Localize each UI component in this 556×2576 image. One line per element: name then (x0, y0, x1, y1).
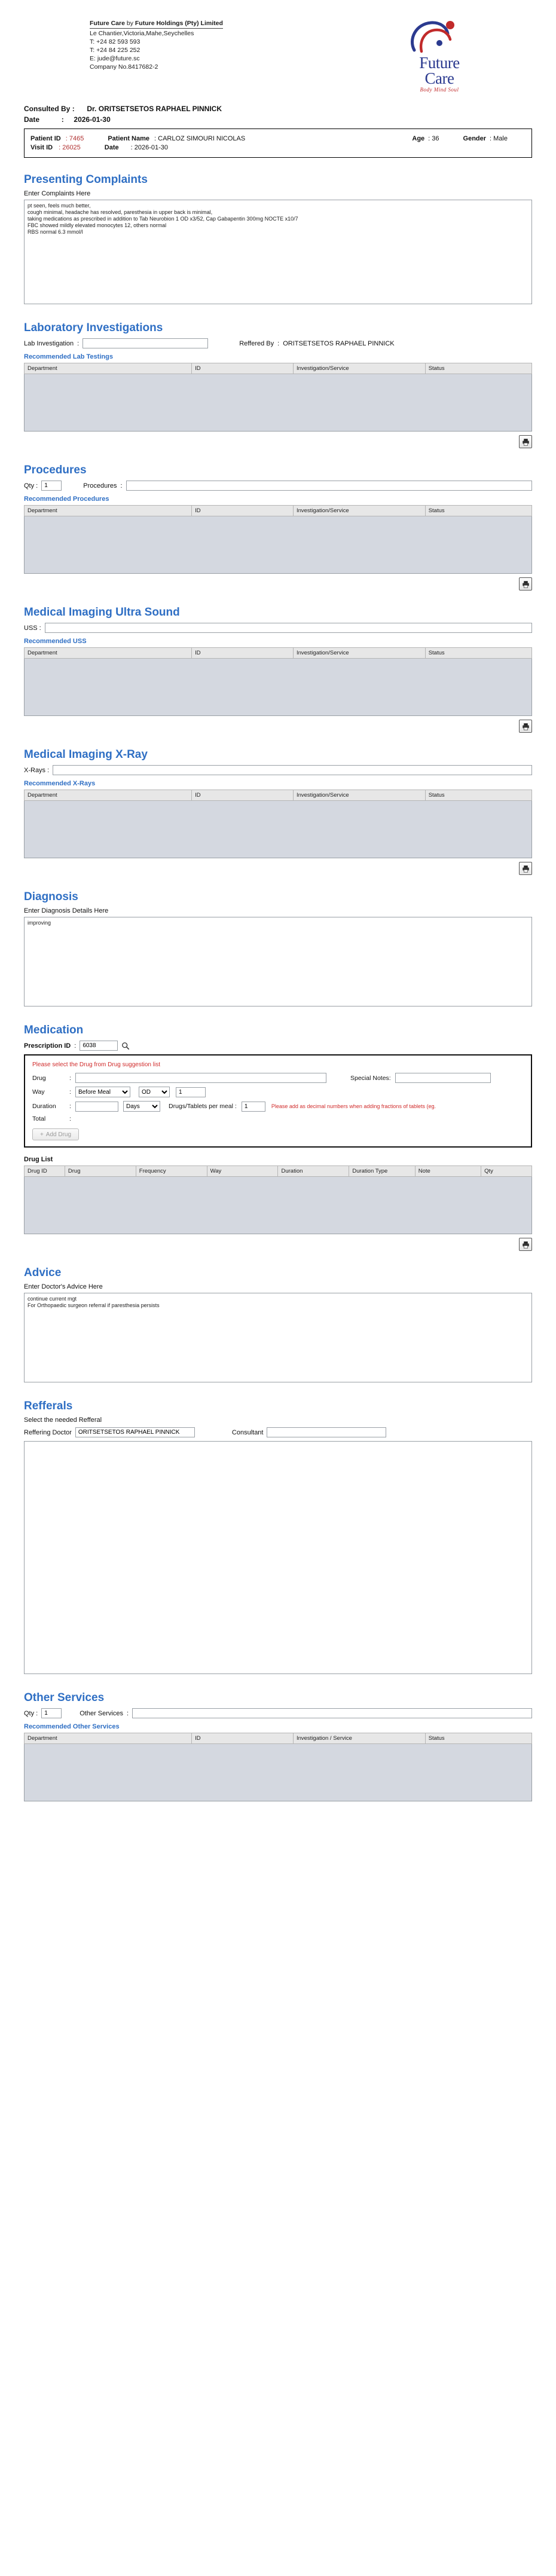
logo-word-care: Care (424, 69, 454, 87)
other-services-qty-input[interactable] (41, 1708, 62, 1718)
magnifier-icon[interactable] (121, 1042, 130, 1050)
consulted-by-label: Consulted By (24, 105, 71, 113)
patient-info-row-2 (30, 144, 526, 151)
print-icon[interactable] (519, 435, 532, 448)
patient-name-label: Patient Name (108, 135, 150, 142)
print-icon[interactable] (519, 577, 532, 591)
uss-input[interactable] (45, 623, 532, 633)
medication-duration-input[interactable] (75, 1102, 118, 1112)
lab-investigation-colon: : (77, 339, 80, 347)
lab-investigation-label: Lab Investigation (24, 339, 74, 347)
drug-col-frequency: Frequency (136, 1166, 207, 1177)
clinic-email: E: jude@future.sc (90, 55, 140, 62)
uss-col-id: ID (192, 648, 294, 659)
xray-table-header-row (25, 790, 532, 801)
patient-age-label: Age (412, 135, 425, 142)
plus-icon: + (39, 1131, 44, 1138)
recommended-lab-testings-link[interactable]: Recommended Lab Testings (24, 353, 113, 360)
xray-col-status: Status (425, 790, 531, 801)
other-services-qty-label: Qty : (24, 1709, 38, 1717)
lab-print-row (24, 435, 532, 448)
consulted-by-doctor: ORITSETSETOS RAPHAEL PINNICK (98, 105, 222, 113)
visit-date-line (24, 115, 532, 124)
logo-tagline: Body Mind Soul (420, 87, 459, 93)
consulted-by-prefix: Dr. (87, 105, 97, 113)
medication-total-label: Total (32, 1115, 46, 1122)
add-drug-button[interactable] (32, 1128, 79, 1140)
referring-doctor-input[interactable] (75, 1427, 195, 1437)
section-title-uss: Medical Imaging Ultra Sound (24, 606, 180, 619)
medication-duration-label: Duration (32, 1103, 56, 1110)
procedures-input[interactable] (126, 481, 532, 491)
other-col-id: ID (192, 1733, 294, 1744)
medication-frequency-qty-input[interactable] (176, 1087, 206, 1097)
drug-col-id: Drug ID (25, 1166, 65, 1177)
print-icon[interactable] (519, 720, 532, 733)
procedures-table-header-row (25, 506, 532, 516)
lab-referred-by-value: ORITSETSETOS RAPHAEL PINNICK (283, 339, 395, 347)
prescription-id-label: Prescription ID (24, 1042, 71, 1050)
advice-textarea[interactable] (24, 1293, 532, 1382)
medication-entry-panel (24, 1054, 532, 1148)
patient-gender-value: : Male (490, 135, 508, 142)
other-col-department: Department (25, 1733, 192, 1744)
clinic-tel2: T: +24 84 225 252 (90, 47, 140, 54)
complaints-sub-label: Enter Complaints Here (24, 190, 91, 197)
clinic-name-suffix: Future Holdings (Pty) Limited (135, 20, 223, 27)
medication-duration-colon: : (69, 1103, 71, 1110)
patient-date-value: : 2026-01-30 (130, 144, 169, 151)
drug-list-label: Drug List (24, 1156, 53, 1163)
xray-col-id: ID (192, 790, 294, 801)
add-drug-label: Add Drug (45, 1131, 72, 1138)
medication-per-meal-input[interactable] (242, 1102, 265, 1112)
recommended-procedures-link[interactable]: Recommended Procedures (24, 495, 109, 503)
medication-drug-row (32, 1073, 524, 1083)
consultant-input[interactable] (267, 1427, 386, 1437)
medication-way-select[interactable] (75, 1087, 130, 1097)
print-icon[interactable] (519, 1238, 532, 1251)
clinic-name-prefix: Future Care (90, 20, 125, 27)
section-title-procedures: Procedures (24, 464, 87, 476)
xray-col-department: Department (25, 790, 192, 801)
other-services-colon: : (126, 1709, 129, 1717)
patient-id-label: Patient ID (30, 135, 61, 142)
printer-icon (522, 865, 530, 873)
section-title-xray: Medical Imaging X-Ray (24, 748, 148, 761)
xray-input[interactable] (53, 765, 532, 775)
medication-drug-input[interactable] (75, 1073, 326, 1083)
clinic-tel1: T: +24 82 593 593 (90, 38, 140, 45)
procedures-table-body (24, 516, 532, 574)
visit-id-label: Visit ID (30, 144, 53, 151)
medication-warning-text: Please select the Drug from Drug suggestion list (32, 1061, 160, 1068)
visit-id-value: : 26025 (59, 144, 81, 151)
uss-col-status: Status (425, 648, 531, 659)
lab-col-department: Department (25, 363, 192, 374)
drug-list-table (24, 1165, 532, 1177)
medication-special-notes-colon: : (389, 1074, 391, 1082)
consultant-label: Consultant (231, 1428, 264, 1436)
other-services-table (24, 1733, 532, 1744)
drug-list-header-row (25, 1166, 532, 1177)
prescription-id-colon: : (74, 1042, 77, 1050)
drug-col-way: Way (207, 1166, 278, 1177)
drug-col-note: Note (415, 1166, 481, 1177)
medication-way-colon: : (69, 1088, 71, 1096)
drug-col-duration-type: Duration Type (349, 1166, 415, 1177)
patient-id-value: : 7465 (65, 135, 84, 142)
print-icon[interactable] (519, 862, 532, 875)
printer-icon (522, 1241, 530, 1249)
medication-per-meal-label: Drugs/Tablets per meal : (169, 1103, 237, 1110)
proc-col-department: Department (25, 506, 192, 516)
uss-input-row (24, 623, 532, 633)
referral-textarea[interactable] (24, 1441, 532, 1674)
medication-total-colon: : (69, 1115, 71, 1122)
lab-table-header-row (25, 363, 532, 374)
medication-frequency-select[interactable] (139, 1087, 170, 1097)
visit-date-colon: : (61, 115, 64, 124)
printer-icon (522, 438, 530, 446)
procedures-label: Procedures (83, 482, 117, 489)
medication-drug-colon: : (69, 1074, 71, 1082)
procedures-qty-label: Qty : (24, 482, 38, 489)
procedures-colon: : (120, 482, 123, 489)
other-services-input[interactable] (132, 1708, 532, 1718)
prescription-id-input[interactable] (80, 1041, 118, 1051)
procedures-print-row (24, 577, 532, 591)
xray-table-body (24, 801, 532, 858)
medication-decimal-note: Please add as decimal numbers when adding fractions of tablets (eg. (271, 1103, 436, 1109)
uss-print-row (24, 720, 532, 733)
clinic-name-by: by (126, 20, 133, 27)
medication-drug-label: Drug (32, 1074, 46, 1082)
drug-col-drug: Drug (65, 1166, 136, 1177)
medication-duration-unit-select[interactable] (123, 1101, 160, 1112)
section-title-laboratory: Laboratory Investigations (24, 322, 163, 334)
other-services-label: Other Services (80, 1709, 123, 1717)
section-title-other-services: Other Services (24, 1691, 105, 1704)
lab-col-service: Investigation/Service (293, 363, 425, 374)
clinic-company-no: Company No.8417682-2 (90, 63, 158, 71)
other-col-status: Status (425, 1733, 531, 1744)
uss-table (24, 647, 532, 659)
drug-col-duration: Duration (278, 1166, 349, 1177)
medication-total-row (32, 1115, 524, 1122)
proc-col-status: Status (425, 506, 531, 516)
clinic-address: Le Chantier,Victoria,Mahe,Seychelles (90, 30, 194, 37)
uss-table-body (24, 659, 532, 716)
section-title-referrals: Refferals (24, 1400, 73, 1412)
patient-info-box (24, 129, 532, 158)
xray-input-row (24, 765, 532, 775)
printer-icon (522, 723, 530, 730)
referring-doctor-label: Reffering Doctor (24, 1428, 72, 1436)
lab-referred-by-colon: : (277, 339, 280, 347)
diagnosis-textarea[interactable] (24, 917, 532, 1006)
referrals-sub-label: Select the needed Refferal (24, 1417, 102, 1424)
patient-info-row-1 (30, 135, 526, 142)
printer-icon (522, 580, 530, 588)
medication-print-row (24, 1238, 532, 1251)
section-title-advice: Advice (24, 1266, 62, 1279)
recommended-uss-link[interactable]: Recommended USS (24, 638, 87, 645)
lab-results-body (24, 374, 532, 432)
medication-way-label: Way (32, 1088, 45, 1096)
lab-col-id: ID (192, 363, 294, 374)
procedures-qty-input[interactable] (41, 481, 62, 491)
consulted-by-line (24, 105, 532, 113)
lab-results-table (24, 363, 532, 374)
procedures-table (24, 505, 532, 516)
drug-list-body (24, 1177, 532, 1234)
proc-col-service: Investigation/Service (293, 506, 425, 516)
clinic-info (24, 19, 223, 71)
patient-gender-label: Gender (463, 135, 487, 142)
xray-print-row (24, 862, 532, 875)
procedures-input-row (24, 481, 532, 491)
logo-word-future: Future (419, 54, 460, 72)
other-services-body (24, 1744, 532, 1801)
logo-mark-icon (404, 19, 475, 55)
uss-table-header-row (25, 648, 532, 659)
section-title-complaints: Presenting Complaints (24, 173, 148, 186)
other-services-header-row (25, 1733, 532, 1744)
recommended-xrays-link[interactable]: Recommended X-Rays (24, 780, 96, 787)
diagnosis-sub-label: Enter Diagnosis Details Here (24, 907, 109, 914)
prescription-id-row (24, 1041, 532, 1051)
recommended-other-services-link[interactable]: Recommended Other Services (24, 1723, 120, 1730)
patient-date-label: Date (104, 144, 119, 151)
visit-date-value: 2026-01-30 (74, 115, 111, 124)
xray-label: X-Rays : (24, 766, 50, 774)
xray-col-service: Investigation/Service (293, 790, 425, 801)
other-services-input-row (24, 1708, 532, 1718)
medication-duration-row (32, 1101, 524, 1112)
visit-date-label: Date (24, 115, 40, 124)
medication-special-notes-input[interactable] (395, 1073, 491, 1083)
drug-col-qty: Qty (481, 1166, 532, 1177)
advice-sub-label: Enter Doctor's Advice Here (24, 1283, 103, 1290)
referrals-doctor-row (24, 1427, 532, 1437)
patient-name-value: : CARLOZ SIMOURI NICOLAS (154, 135, 246, 142)
complaints-textarea[interactable] (24, 200, 532, 304)
other-col-service: Investigation / Service (293, 1733, 425, 1744)
section-title-medication: Medication (24, 1024, 84, 1036)
patient-age-value: : 36 (428, 135, 439, 142)
uss-col-service: Investigation/Service (293, 648, 425, 659)
proc-col-id: ID (192, 506, 294, 516)
lab-investigation-input[interactable] (83, 338, 208, 348)
clinic-logo (418, 19, 532, 93)
uss-col-department: Department (25, 648, 192, 659)
uss-label: USS : (24, 624, 41, 632)
consulted-by-colon: : (72, 105, 75, 113)
clinic-header (24, 16, 532, 101)
lab-col-status: Status (425, 363, 531, 374)
lab-referred-by-label: Reffered By (239, 339, 274, 347)
lab-investigation-row (24, 338, 532, 348)
medication-special-notes-label: Special Notes (350, 1074, 389, 1082)
xray-table (24, 790, 532, 801)
medication-way-row (32, 1087, 524, 1097)
section-title-diagnosis: Diagnosis (24, 891, 78, 903)
clinic-name-line (90, 19, 223, 29)
